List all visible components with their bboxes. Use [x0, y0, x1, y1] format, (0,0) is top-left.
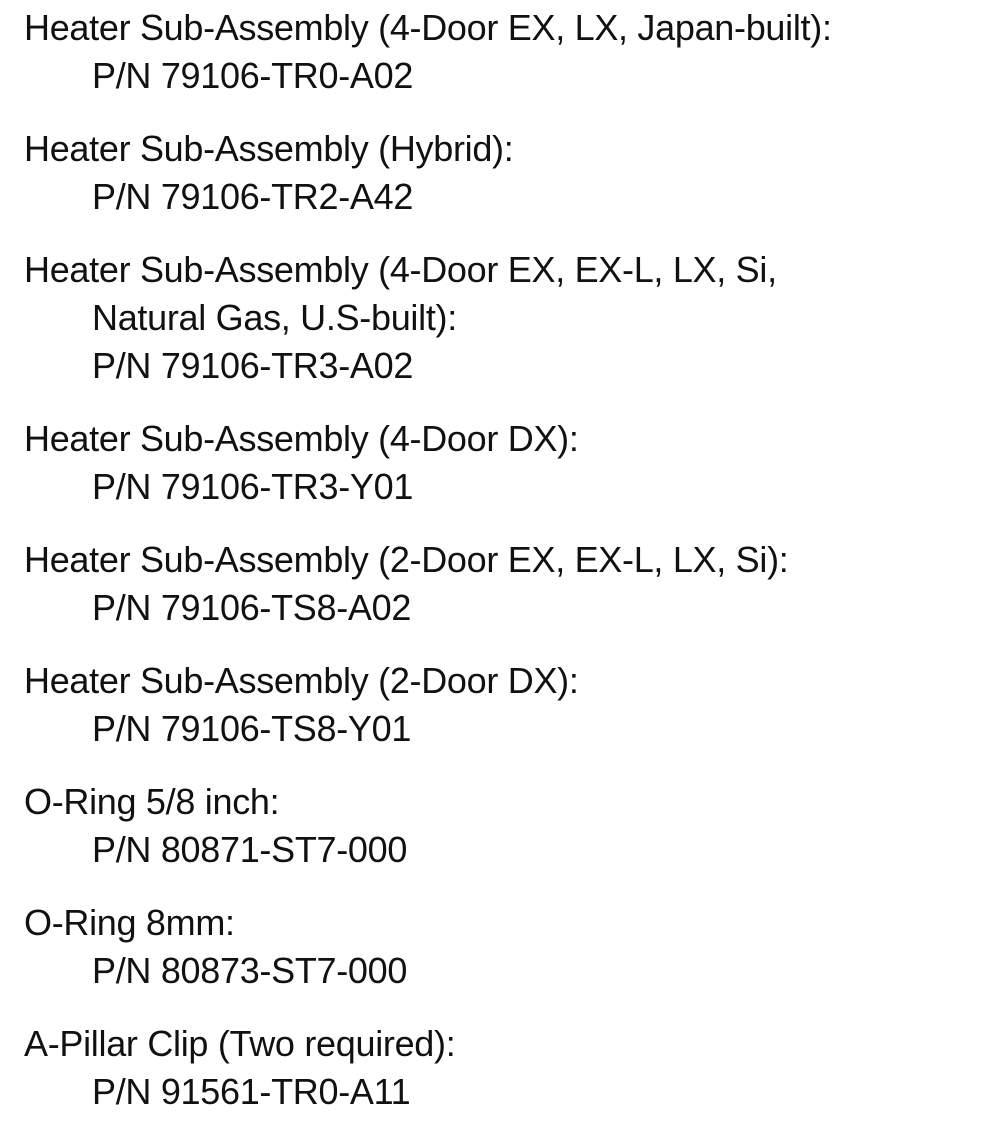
part-number: P/N 79106-TR0-A02: [92, 55, 414, 96]
part-number: P/N 79106-TR3-Y01: [92, 466, 414, 507]
part-number: P/N 80873-ST7-000: [92, 950, 408, 991]
part-description-continued: Natural Gas, U.S-built):: [92, 297, 457, 338]
part-description: Heater Sub-Assembly (4-Door DX):: [24, 418, 579, 459]
part-number: P/N 80871-ST7-000: [92, 829, 408, 870]
part-description: Heater Sub-Assembly (2-Door EX, EX-L, LX, Si):: [24, 539, 789, 580]
part-entry-heater-2door-ex-lx-si: [24, 536, 974, 632]
part-description: Heater Sub-Assembly (4-Door EX, EX-L, LX, Si,: [24, 249, 777, 290]
part-number: P/N 79106-TS8-Y01: [92, 708, 412, 749]
part-description: O-Ring 8mm:: [24, 902, 235, 943]
part-description: Heater Sub-Assembly (4-Door EX, LX, Japan-built):: [24, 7, 832, 48]
part-entry-heater-2door-dx: [24, 657, 974, 753]
part-description: O-Ring 5/8 inch:: [24, 781, 280, 822]
part-number: P/N 79106-TS8-A02: [92, 587, 412, 628]
part-entry-heater-4door-us-built: [24, 246, 974, 390]
part-entry-heater-4door-dx: [24, 415, 974, 511]
part-number: P/N 79106-TR2-A42: [92, 176, 414, 217]
part-entry-o-ring-8mm: [24, 899, 974, 995]
part-entry-heater-4door-ex-lx-japan: [24, 4, 974, 100]
part-description: Heater Sub-Assembly (Hybrid):: [24, 128, 514, 169]
part-description: A-Pillar Clip (Two required):: [24, 1023, 456, 1064]
parts-list: [24, 4, 974, 1116]
part-entry-a-pillar-clip: [24, 1020, 974, 1116]
part-number: P/N 79106-TR3-A02: [92, 345, 414, 386]
part-description: Heater Sub-Assembly (2-Door DX):: [24, 660, 579, 701]
part-number: P/N 91561-TR0-A11: [92, 1071, 411, 1112]
part-entry-o-ring-5-8-inch: [24, 778, 974, 874]
part-entry-heater-hybrid: [24, 125, 974, 221]
